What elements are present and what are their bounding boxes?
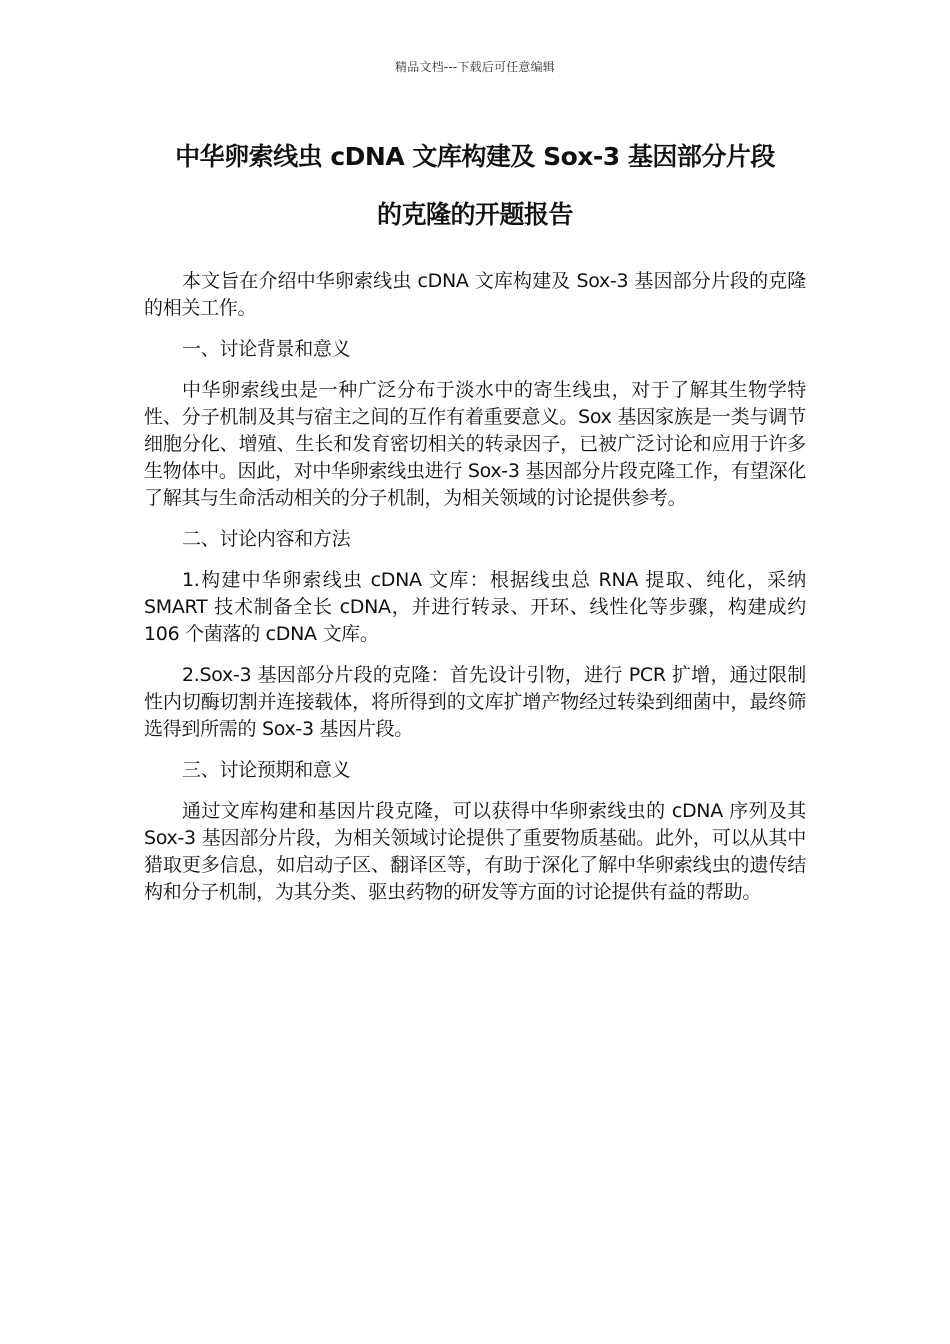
section-heading-expectations: 三、讨论预期和意义 xyxy=(182,759,351,781)
section-heading-methods: 二、讨论内容和方法 xyxy=(182,528,351,550)
title-line-1: 中华卵索线虫 cDNA 文库构建及 Sox-3 基因部分片段 xyxy=(175,142,775,171)
document-body xyxy=(144,268,806,920)
section-heading-background: 一、讨论背景和意义 xyxy=(182,338,351,360)
title-line-2: 的克隆的开题报告 xyxy=(376,200,573,229)
methods-paragraph-1: 1.构建中华卵索线虫 cDNA 文库：根据线虫总 RNA 提取、纯化，采纳 SMART 技术制备全长 cDNA，并进行转录、开环、线性化等步骤，构建成约 106 个菌落的 cDNA 文库。 xyxy=(144,569,806,645)
background-paragraph: 中华卵索线虫是一种广泛分布于淡水中的寄生线虫，对于了解其生物学特性、分子机制及其与宿主之间的互作有着重要意义。Sox 基因家族是一类与调节细胞分化、增殖、生长和发育密切相关的转录因子，已被广泛讨论和应用于许多生物体中。因此，对中华卵索线虫进行 Sox-3 基因部分片段克隆工作，有望深化了解其与生命活动相关的分子机制，为相关领域的讨论提供参考。 xyxy=(144,379,806,509)
expectations-paragraph: 通过文库构建和基因片段克隆，可以获得中华卵索线虫的 cDNA 序列及其 Sox-3 基因部分片段，为相关领域讨论提供了重要物质基础。此外，可以从其中猎取更多信息，如启动子区、翻译区等，有助于深化了解中华卵索线虫的遗传结构和分子机制，为其分类、驱虫药物的研发等方面的讨论提供有益的帮助。 xyxy=(144,800,806,903)
intro-paragraph: 本文旨在介绍中华卵索线虫 cDNA 文库构建及 Sox-3 基因部分片段的克隆的相关工作。 xyxy=(144,270,806,319)
methods-paragraph-2: 2.Sox-3 基因部分片段的克隆：首先设计引物，进行 PCR 扩增，通过限制性内切酶切割并连接载体，将所得到的文库扩增产物经过转染到细菌中，最终筛选得到所需的 Sox-3 基因片段。 xyxy=(144,664,806,740)
page-header: 精品文档---下载后可任意编辑 xyxy=(395,60,555,74)
document-title xyxy=(120,128,830,244)
